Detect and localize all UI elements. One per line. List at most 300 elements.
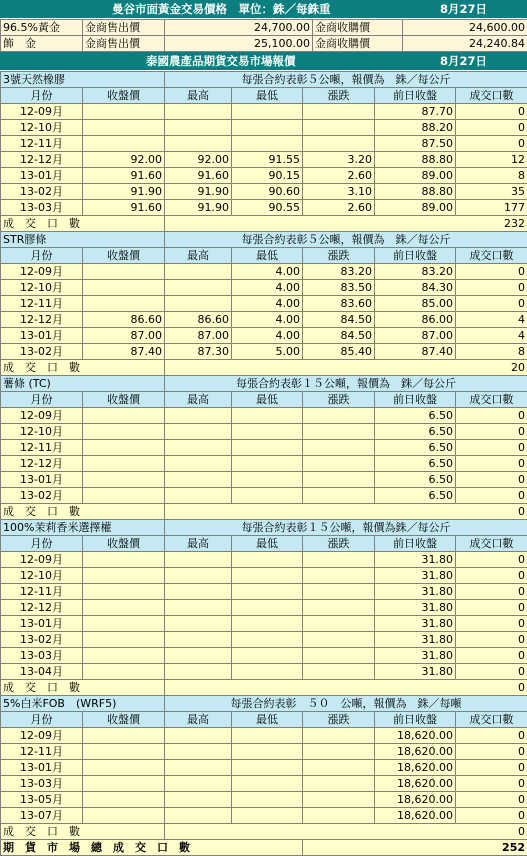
- column-header-close: 收盤價: [83, 536, 165, 552]
- cell-volume: 0: [456, 488, 527, 504]
- cell-low: 91.55: [232, 152, 303, 168]
- cell-close: [83, 664, 165, 680]
- grand-total-label: 期 貨 市 場 總 成 交 口 數: [1, 840, 303, 856]
- cell-prev-close: 89.00: [375, 200, 456, 216]
- column-header-low: 最低: [232, 392, 303, 408]
- cell-high: [165, 552, 232, 568]
- cell-volume: 4: [456, 312, 527, 328]
- cell-change: [303, 424, 375, 440]
- cell-close: [83, 136, 165, 152]
- section-total-row: [1, 504, 527, 520]
- cell-change: [303, 408, 375, 424]
- cell-prev-close: 18,620.00: [375, 744, 456, 760]
- cell-low: 90.15: [232, 168, 303, 184]
- column-header-month: 月份: [1, 712, 83, 728]
- cell-volume: 0: [456, 584, 527, 600]
- cell-close: 86.60: [83, 312, 165, 328]
- cell-prev-close: 6.50: [375, 488, 456, 504]
- column-header-volume: 成交口數: [456, 712, 527, 728]
- cell-close: [83, 600, 165, 616]
- cell-month: 13-01月: [1, 168, 83, 184]
- cell-change: [303, 632, 375, 648]
- section-title-row: [1, 376, 527, 392]
- cell-close: [83, 280, 165, 296]
- cell-prev-close: 87.40: [375, 344, 456, 360]
- cell-month: 13-01月: [1, 616, 83, 632]
- cell-change: 2.60: [303, 200, 375, 216]
- table-row: [1, 728, 527, 744]
- cell-volume: 0: [456, 744, 527, 760]
- section-total-label: 成 交 口 數: [1, 504, 165, 520]
- table-row: [1, 616, 527, 632]
- cell-month: 12-12月: [1, 152, 83, 168]
- cell-high: [165, 728, 232, 744]
- column-header-high: 最高: [165, 536, 232, 552]
- section-total-row: [1, 360, 527, 376]
- table-row: [1, 424, 527, 440]
- cell-change: [303, 664, 375, 680]
- section-total-value: 0: [165, 824, 527, 840]
- cell-low: [232, 744, 303, 760]
- cell-month: 12-09月: [1, 264, 83, 280]
- cell-low: 90.55: [232, 200, 303, 216]
- cell-change: [303, 728, 375, 744]
- cell-change: [303, 104, 375, 120]
- gold-buy-price: 24,240.84: [403, 36, 527, 52]
- cell-month: 13-01月: [1, 472, 83, 488]
- column-header-prev-close: 前日收盤: [375, 536, 456, 552]
- table-row: [1, 744, 527, 760]
- cell-change: [303, 584, 375, 600]
- cell-change: 84.50: [303, 328, 375, 344]
- cell-low: [232, 664, 303, 680]
- cell-volume: 0: [456, 760, 527, 776]
- cell-high: 91.90: [165, 184, 232, 200]
- cell-close: [83, 488, 165, 504]
- cell-volume: 0: [456, 632, 527, 648]
- cell-low: [232, 616, 303, 632]
- cell-volume: 12: [456, 152, 527, 168]
- cell-prev-close: 31.80: [375, 568, 456, 584]
- cell-low: [232, 728, 303, 744]
- cell-month: 13-01月: [1, 760, 83, 776]
- cell-high: [165, 760, 232, 776]
- cell-low: [232, 760, 303, 776]
- cell-high: [165, 264, 232, 280]
- table-row: [1, 104, 527, 120]
- cell-high: [165, 584, 232, 600]
- cell-volume: 0: [456, 280, 527, 296]
- cell-close: [83, 744, 165, 760]
- column-header-prev-close: 前日收盤: [375, 392, 456, 408]
- column-header-row: [1, 712, 527, 728]
- cell-close: 87.40: [83, 344, 165, 360]
- cell-month: 12-09月: [1, 104, 83, 120]
- cell-low: [232, 424, 303, 440]
- cell-prev-close: 31.80: [375, 584, 456, 600]
- cell-volume: 0: [456, 472, 527, 488]
- cell-month: 12-11月: [1, 584, 83, 600]
- cell-volume: 35: [456, 184, 527, 200]
- table-row: [1, 600, 527, 616]
- section-note: 每張合約表彰１５公噸，報價為 銖／每公斤: [165, 376, 527, 392]
- cell-change: [303, 760, 375, 776]
- cell-high: 92.00: [165, 152, 232, 168]
- cell-prev-close: 6.50: [375, 440, 456, 456]
- cell-prev-close: 83.20: [375, 264, 456, 280]
- cell-change: [303, 648, 375, 664]
- cell-high: [165, 136, 232, 152]
- cell-close: 87.00: [83, 328, 165, 344]
- cell-high: [165, 808, 232, 824]
- column-header-row: [1, 248, 527, 264]
- cell-month: 13-05月: [1, 792, 83, 808]
- cell-close: [83, 408, 165, 424]
- cell-close: [83, 776, 165, 792]
- cell-high: [165, 440, 232, 456]
- cell-change: [303, 744, 375, 760]
- cell-month: 13-07月: [1, 808, 83, 824]
- section-total-row: [1, 824, 527, 840]
- cell-volume: 0: [456, 424, 527, 440]
- cell-change: [303, 616, 375, 632]
- cell-low: [232, 648, 303, 664]
- cell-prev-close: 6.50: [375, 472, 456, 488]
- table-row: [1, 328, 527, 344]
- column-header-close: 收盤價: [83, 248, 165, 264]
- cell-low: [232, 632, 303, 648]
- table-row: [1, 488, 527, 504]
- cell-high: [165, 648, 232, 664]
- cell-change: [303, 600, 375, 616]
- table-row: [1, 152, 527, 168]
- cell-low: [232, 104, 303, 120]
- column-header-row: [1, 88, 527, 104]
- cell-change: [303, 776, 375, 792]
- table-row: [1, 664, 527, 680]
- column-header-prev-close: 前日收盤: [375, 248, 456, 264]
- column-header-change: 漲跌: [303, 88, 375, 104]
- table-row: [1, 568, 527, 584]
- column-header-row: [1, 392, 527, 408]
- cell-prev-close: 31.80: [375, 616, 456, 632]
- gold-sell-label: 金商售出價: [83, 36, 165, 52]
- cell-prev-close: 18,620.00: [375, 808, 456, 824]
- cell-close: [83, 568, 165, 584]
- section-name: 薯條 (TC): [1, 376, 165, 392]
- gold-price-table: [0, 19, 527, 52]
- section-title-row: [1, 696, 527, 712]
- cell-change: [303, 568, 375, 584]
- column-header-close: 收盤價: [83, 712, 165, 728]
- cell-prev-close: 18,620.00: [375, 728, 456, 744]
- column-header-change: 漲跌: [303, 248, 375, 264]
- gold-buy-price: 24,600.00: [403, 20, 527, 36]
- gold-title-bar: [0, 0, 527, 19]
- cell-month: 12-10月: [1, 280, 83, 296]
- cell-change: [303, 120, 375, 136]
- cell-low: [232, 456, 303, 472]
- cell-low: [232, 600, 303, 616]
- cell-month: 12-10月: [1, 568, 83, 584]
- section-total-label: 成 交 口 數: [1, 680, 165, 696]
- column-header-month: 月份: [1, 536, 83, 552]
- cell-change: 2.60: [303, 168, 375, 184]
- cell-high: [165, 408, 232, 424]
- cell-month: 13-02月: [1, 632, 83, 648]
- cell-volume: 0: [456, 776, 527, 792]
- cell-volume: 0: [456, 728, 527, 744]
- gold-row: [1, 36, 527, 52]
- gold-sell-label: 金商售出價: [83, 20, 165, 36]
- cell-close: [83, 792, 165, 808]
- cell-high: [165, 632, 232, 648]
- cell-volume: 0: [456, 408, 527, 424]
- cell-low: [232, 792, 303, 808]
- cell-high: [165, 424, 232, 440]
- cell-prev-close: 85.00: [375, 296, 456, 312]
- table-row: [1, 792, 527, 808]
- table-row: [1, 632, 527, 648]
- section-total-row: [1, 680, 527, 696]
- cell-prev-close: 31.80: [375, 648, 456, 664]
- cell-month: 12-11月: [1, 440, 83, 456]
- cell-high: [165, 776, 232, 792]
- table-row: [1, 184, 527, 200]
- section-note: 每張合約表彰 ５０ 公噸，報價為 銖／每噸: [165, 696, 527, 712]
- cell-close: [83, 632, 165, 648]
- cell-low: [232, 808, 303, 824]
- cell-volume: 0: [456, 568, 527, 584]
- cell-volume: 0: [456, 104, 527, 120]
- cell-prev-close: 86.00: [375, 312, 456, 328]
- cell-month: 13-03月: [1, 648, 83, 664]
- table-row: [1, 760, 527, 776]
- section-name: 5%白米FOB (WRF5): [1, 696, 165, 712]
- cell-low: [232, 488, 303, 504]
- cell-high: [165, 120, 232, 136]
- gold-sell-price: 25,100.00: [165, 36, 313, 52]
- cell-prev-close: 18,620.00: [375, 776, 456, 792]
- cell-month: 12-10月: [1, 424, 83, 440]
- cell-high: [165, 616, 232, 632]
- cell-volume: 0: [456, 664, 527, 680]
- section-title-row: [1, 520, 527, 536]
- column-header-low: 最低: [232, 712, 303, 728]
- section-total-value: 232: [165, 216, 527, 232]
- cell-close: [83, 456, 165, 472]
- cell-change: 83.20: [303, 264, 375, 280]
- cell-month: 12-09月: [1, 728, 83, 744]
- table-row: [1, 808, 527, 824]
- cell-close: 91.90: [83, 184, 165, 200]
- cell-month: 13-01月: [1, 328, 83, 344]
- cell-change: 3.10: [303, 184, 375, 200]
- cell-low: [232, 568, 303, 584]
- cell-month: 12-09月: [1, 408, 83, 424]
- cell-high: [165, 456, 232, 472]
- futures-date: 8月27日: [440, 52, 487, 70]
- column-header-high: 最高: [165, 392, 232, 408]
- section-total-label: 成 交 口 數: [1, 360, 165, 376]
- cell-low: [232, 776, 303, 792]
- cell-low: 4.00: [232, 296, 303, 312]
- section-title-row: [1, 232, 527, 248]
- cell-low: [232, 472, 303, 488]
- cell-volume: 0: [456, 136, 527, 152]
- cell-close: 92.00: [83, 152, 165, 168]
- table-row: [1, 584, 527, 600]
- table-row: [1, 264, 527, 280]
- cell-month: 13-02月: [1, 488, 83, 504]
- gold-name: 96.5%黃金: [1, 20, 83, 36]
- column-header-volume: 成交口數: [456, 248, 527, 264]
- column-header-prev-close: 前日收盤: [375, 88, 456, 104]
- section-total-row: [1, 216, 527, 232]
- grand-total-row: [1, 840, 527, 856]
- cell-high: [165, 744, 232, 760]
- cell-prev-close: 88.20: [375, 120, 456, 136]
- futures-title-bar: [0, 52, 527, 71]
- cell-month: 13-03月: [1, 776, 83, 792]
- cell-volume: 0: [456, 616, 527, 632]
- cell-low: [232, 584, 303, 600]
- cell-low: [232, 552, 303, 568]
- cell-close: [83, 424, 165, 440]
- cell-high: [165, 664, 232, 680]
- cell-close: [83, 552, 165, 568]
- table-row: [1, 440, 527, 456]
- section-total-value: 0: [165, 504, 527, 520]
- cell-high: 87.00: [165, 328, 232, 344]
- table-row: [1, 472, 527, 488]
- cell-change: [303, 808, 375, 824]
- cell-close: [83, 296, 165, 312]
- cell-volume: 8: [456, 168, 527, 184]
- cell-close: [83, 440, 165, 456]
- column-header-volume: 成交口數: [456, 392, 527, 408]
- cell-month: 12-09月: [1, 552, 83, 568]
- cell-high: [165, 600, 232, 616]
- column-header-low: 最低: [232, 248, 303, 264]
- section-total-label: 成 交 口 數: [1, 824, 165, 840]
- cell-change: 83.60: [303, 296, 375, 312]
- cell-close: 91.60: [83, 168, 165, 184]
- cell-high: [165, 472, 232, 488]
- cell-low: 4.00: [232, 312, 303, 328]
- cell-volume: 0: [456, 552, 527, 568]
- section-note: 每張合約表彰５公噸，報價為 銖／每公斤: [165, 72, 527, 88]
- cell-month: 13-04月: [1, 664, 83, 680]
- cell-high: [165, 792, 232, 808]
- cell-volume: 0: [456, 440, 527, 456]
- cell-prev-close: 87.50: [375, 136, 456, 152]
- table-row: [1, 296, 527, 312]
- cell-high: [165, 280, 232, 296]
- cell-prev-close: 6.50: [375, 456, 456, 472]
- cell-high: 91.60: [165, 168, 232, 184]
- cell-prev-close: 87.70: [375, 104, 456, 120]
- cell-prev-close: 89.00: [375, 168, 456, 184]
- cell-volume: 0: [456, 600, 527, 616]
- cell-close: [83, 616, 165, 632]
- futures-title: 泰國農產品期貨交易市場報價: [146, 52, 296, 70]
- table-row: [1, 648, 527, 664]
- table-row: [1, 312, 527, 328]
- cell-month: 13-03月: [1, 200, 83, 216]
- cell-change: 83.50: [303, 280, 375, 296]
- cell-volume: 0: [456, 264, 527, 280]
- gold-buy-label: 金商收購價: [313, 20, 403, 36]
- section-name: STR膠條: [1, 232, 165, 248]
- futures-table: [0, 71, 527, 856]
- column-header-prev-close: 前日收盤: [375, 712, 456, 728]
- cell-volume: 0: [456, 808, 527, 824]
- cell-close: [83, 584, 165, 600]
- cell-change: [303, 472, 375, 488]
- cell-month: 12-12月: [1, 312, 83, 328]
- cell-volume: 4: [456, 328, 527, 344]
- column-header-high: 最高: [165, 88, 232, 104]
- table-row: [1, 552, 527, 568]
- cell-month: 12-11月: [1, 296, 83, 312]
- table-row: [1, 280, 527, 296]
- cell-change: [303, 136, 375, 152]
- cell-prev-close: 18,620.00: [375, 760, 456, 776]
- cell-prev-close: 18,620.00: [375, 792, 456, 808]
- section-total-value: 20: [165, 360, 527, 376]
- cell-close: [83, 472, 165, 488]
- cell-prev-close: 84.30: [375, 280, 456, 296]
- cell-change: [303, 456, 375, 472]
- section-title-row: [1, 72, 527, 88]
- column-header-high: 最高: [165, 248, 232, 264]
- cell-prev-close: 31.80: [375, 600, 456, 616]
- column-header-volume: 成交口數: [456, 88, 527, 104]
- cell-volume: 0: [456, 120, 527, 136]
- cell-close: [83, 104, 165, 120]
- cell-low: 4.00: [232, 328, 303, 344]
- section-total-value: 0: [165, 680, 527, 696]
- section-total-label: 成 交 口 數: [1, 216, 165, 232]
- column-header-month: 月份: [1, 248, 83, 264]
- column-header-change: 漲跌: [303, 392, 375, 408]
- cell-close: [83, 760, 165, 776]
- cell-month: 12-12月: [1, 600, 83, 616]
- gold-date: 8月27日: [440, 0, 487, 18]
- cell-volume: 0: [456, 792, 527, 808]
- cell-high: [165, 568, 232, 584]
- cell-change: 84.50: [303, 312, 375, 328]
- section-name: 100%茉莉香米選擇權: [1, 520, 165, 536]
- section-note: 每張合約表彰５公噸，報價為 銖／每公斤: [165, 232, 527, 248]
- column-header-month: 月份: [1, 88, 83, 104]
- table-row: [1, 168, 527, 184]
- section-name: 3號天然橡膠: [1, 72, 165, 88]
- cell-change: 3.20: [303, 152, 375, 168]
- cell-low: [232, 408, 303, 424]
- cell-prev-close: 87.00: [375, 328, 456, 344]
- gold-unit: 單位：銖／每銖重: [239, 2, 331, 16]
- cell-month: 12-11月: [1, 744, 83, 760]
- cell-prev-close: 88.80: [375, 152, 456, 168]
- cell-close: 91.60: [83, 200, 165, 216]
- cell-change: [303, 552, 375, 568]
- cell-low: [232, 120, 303, 136]
- cell-prev-close: 88.80: [375, 184, 456, 200]
- grand-total-value: 252: [303, 840, 527, 856]
- cell-month: 12-11月: [1, 136, 83, 152]
